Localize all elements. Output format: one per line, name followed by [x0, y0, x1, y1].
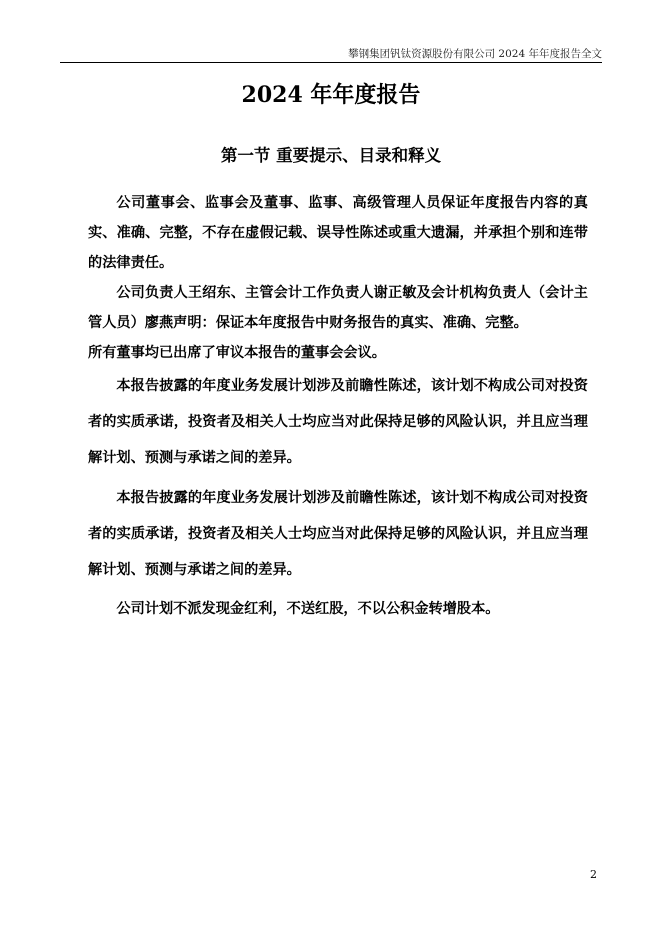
section-title: 第一节 重要提示、目录和释义 — [220, 146, 442, 165]
paragraph-responsibility-statement: 公司董事会、监事会及董事、监事、高级管理人员保证年度报告内容的真实、准确、完整，不存在虚假记载、误导性陈述或重大遗漏，并承担个别和连带的法律责任。 — [88, 195, 588, 271]
paragraph-forward-looking-statement-repeat: 本报告披露的年度业务发展计划涉及前瞻性陈述，该计划不构成公司对投资者的实质承诺，投资者及相关人士均应当对此保持足够的风险认识，并且应当理解计划、预测与承诺之间的差异。 — [88, 490, 588, 578]
paragraph-dividend-plan: 公司计划不派发现金红利，不送红股，不以公积金转增股本。 — [116, 601, 500, 617]
paragraph-financial-statement-declaration: 公司负责人王绍东、主管会计工作负责人谢正敏及会计机构负责人（会计主管人员）廖燕声明：保证本年度报告中财务报告的真实、准确、完整。 — [88, 285, 588, 331]
paragraph-board-attendance: 所有董事均已出席了审议本报告的董事会会议。 — [88, 345, 386, 361]
document-body — [88, 188, 588, 624]
header-rule — [60, 62, 602, 63]
report-title: 2024 年年度报告 — [241, 82, 421, 108]
running-header: 攀钢集团钒钛资源股份有限公司 2024 年年度报告全文 — [348, 48, 602, 60]
page-number: 2 — [590, 868, 597, 881]
paragraph-forward-looking-statement: 本报告披露的年度业务发展计划涉及前瞻性陈述，该计划不构成公司对投资者的实质承诺，投资者及相关人士均应当对此保持足够的风险认识，并且应当理解计划、预测与承诺之间的差异。 — [88, 378, 588, 466]
